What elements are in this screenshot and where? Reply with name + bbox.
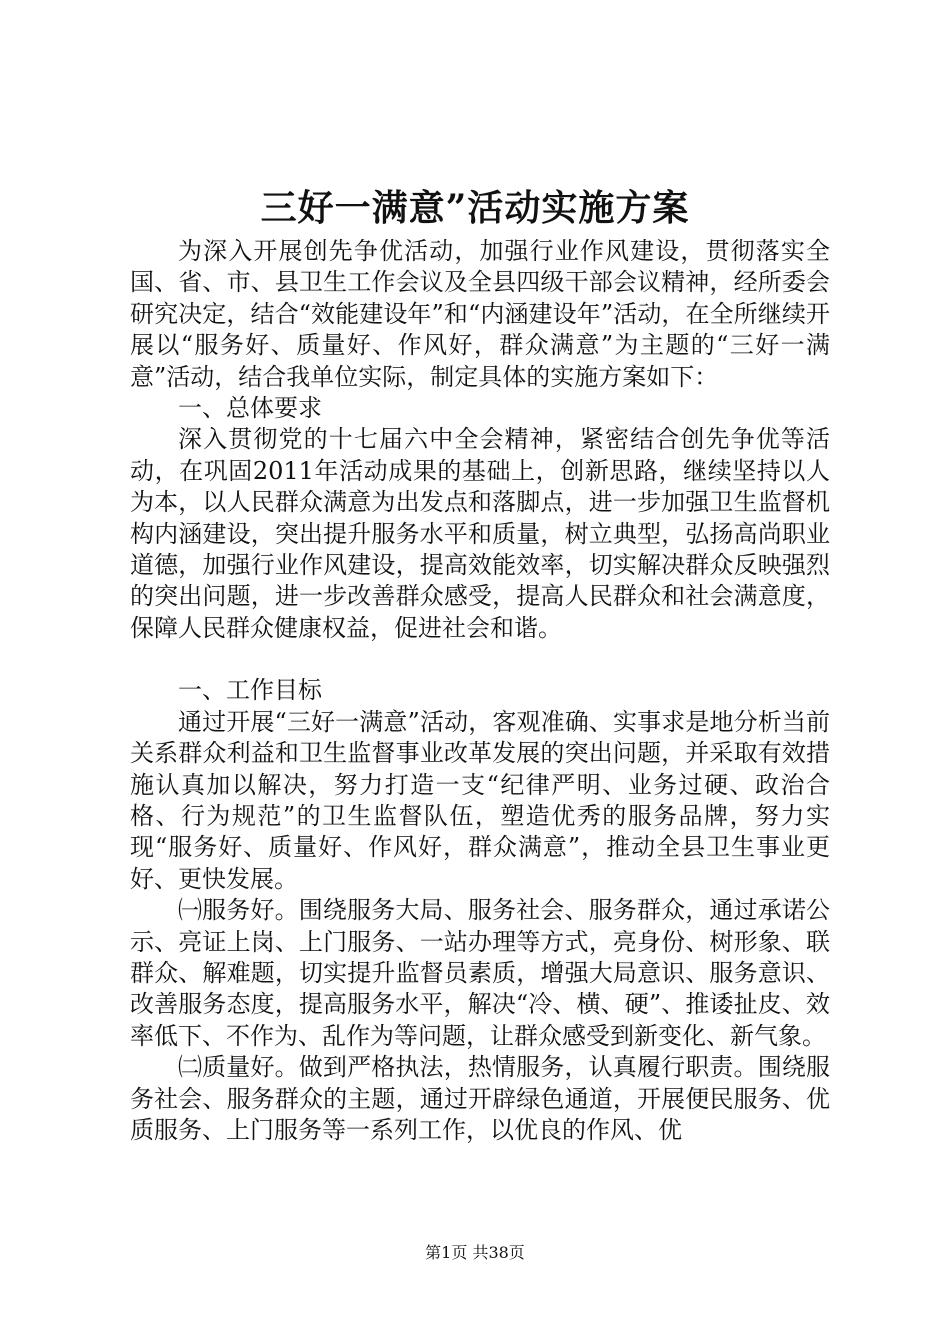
page-footer: 第1页 共38页: [425, 1243, 525, 1262]
section-heading-general-requirements: 一、总体要求: [178, 394, 322, 423]
work-goals-paragraph: 通过开展“三好一满意”活动，客观准确、实事求是地分析当前关系群众利益和卫生监督事业改革发展的突出问题，并采取有效措施认真加以解决，努力打造一支“纪律严明、业务过硬、政治合格、行为规范”的卫生监督队伍，塑造优秀的服务品牌，努力实现“服务好、质量好、作风好，群众满意”，推动全县卫生事业更好、更快发展。: [130, 707, 830, 893]
service-good-paragraph: ㈠服务好。围绕服务大局、服务社会、服务群众，通过承诺公示、亮证上岗、上门服务、一站办理等方式，亮身份、树形象、联群众、解难题，切实提升监督员素质，增强大局意识、服务意识、改善服务态度，提高服务水平，解决“冷、横、硬”、推诿扯皮、效率低下、不作为、乱作为等问题，让群众感受到新变化、新气象。: [130, 896, 830, 1050]
intro-paragraph: 为深入开展创先争优活动，加强行业作风建设，贯彻落实全国、省、市、县卫生工作会议及全县四级干部会议精神，经所委会研究决定，结合“效能建设年”和“内涵建设年”活动，在全所继续开展以“服务好、质量好、作风好，群众满意”为主题的“三好一满意”活动，结合我单位实际，制定具体的实施方案如下：: [130, 237, 830, 391]
document-title: 三好一满意”活动实施方案: [260, 187, 690, 229]
general-requirements-paragraph: 深入贯彻党的十七届六中全会精神，紧密结合创先争优等活动，在巩固2011年活动成果的基础上，创新思路，继续坚持以人为本，以人民群众满意为出发点和落脚点，进一步加强卫生监督机构内涵建设，突出提升服务水平和质量，树立典型，弘扬高尚职业道德，加强行业作风建设，提高效能效率，切实解决群众反映强烈的突出问题，进一步改善群众感受，提高人民群众和社会满意度，保障人民群众健康权益，促进社会和谐。: [130, 425, 830, 642]
document-body: [130, 236, 830, 1146]
paragraph-spacer: [130, 644, 830, 675]
quality-good-paragraph: ㈡质量好。做到严格执法，热情服务，认真履行职责。围绕服务社会、服务群众的主题，通过开辟绿色通道，开展便民服务、优质服务、上门服务等一系列工作，以优良的作风、优: [130, 1053, 830, 1144]
section-heading-work-goals: 一、工作目标: [178, 676, 322, 705]
